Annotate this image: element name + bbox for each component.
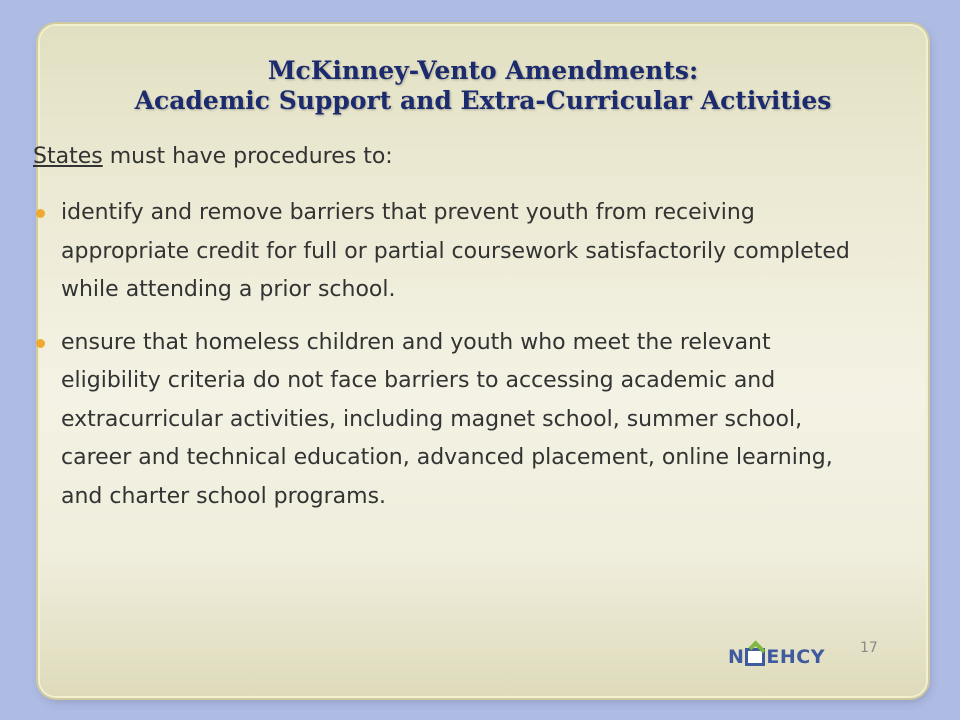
bullet-text: identify and remove barriers that prevent youth from receiving appropriate credit for full or partial coursework satisfactorily completed while attending a prior school. (61, 200, 850, 302)
bullet-icon (36, 209, 45, 218)
page-number: 17 (860, 640, 878, 656)
title-line-1: McKinney-Vento Amendments: (267, 56, 699, 85)
intro-rest: must have procedures to: (102, 144, 393, 169)
title-line-2: Academic Support and Extra-Curricular Activities (134, 86, 832, 115)
slide-title (40, 56, 926, 116)
intro-text (33, 144, 393, 169)
bullet-item (33, 194, 863, 310)
bullet-list (33, 194, 863, 530)
nchey-logo (728, 646, 825, 668)
bullet-text: ensure that homeless children and youth who meet the relevant eligibility criteria do not face barriers to accessing academic and extracurricular activities, including magnet school, summer school, career and technical education, advanced placement, online learning, and charter school programs. (61, 329, 833, 509)
bullet-icon (36, 339, 45, 348)
logo-prefix: N (728, 646, 745, 668)
logo-suffix: EHCY (766, 646, 825, 668)
intro-underlined: States (33, 144, 103, 169)
bullet-item (33, 324, 863, 517)
logo-house-icon (745, 648, 765, 666)
